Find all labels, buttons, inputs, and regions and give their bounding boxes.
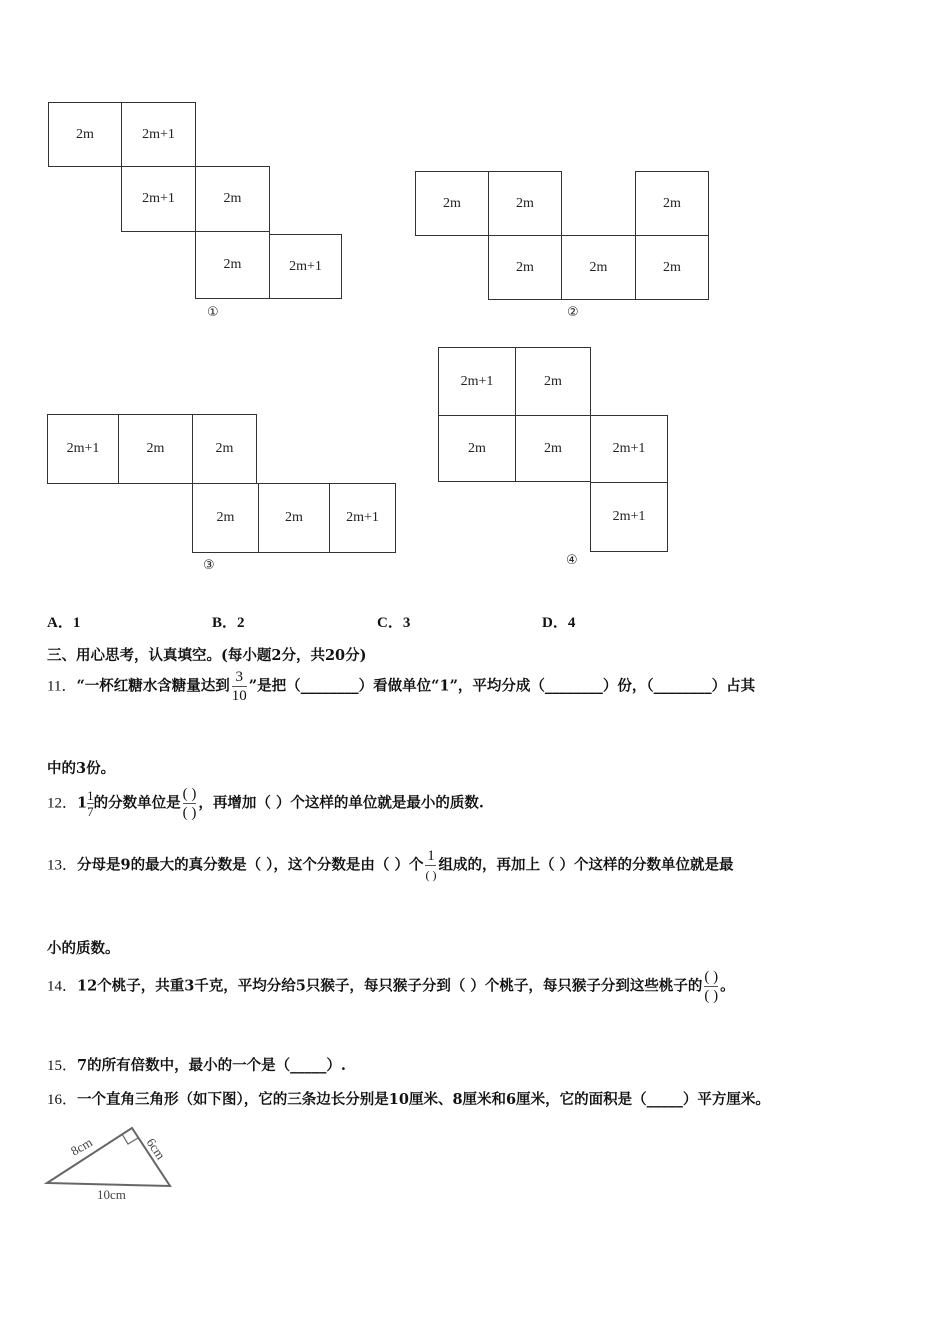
- net3-cell: 2m: [118, 414, 193, 484]
- net3-cell: 2m+1: [47, 414, 119, 484]
- net2-cell: 2m: [635, 171, 709, 236]
- q12-frac-numerator: 1: [87, 788, 94, 803]
- question-15: [47, 1054, 346, 1075]
- net4-label: ④: [566, 553, 578, 568]
- question-13-cont: 小的质数。: [47, 940, 120, 957]
- net3-cell: 2m: [192, 483, 259, 553]
- right-triangle-figure: [42, 1120, 182, 1210]
- q12-frac-denominator: 7: [87, 804, 94, 819]
- net4-cell: 2m+1: [438, 347, 516, 416]
- net4-cell: 2m+1: [590, 415, 668, 483]
- q14-blank-numerator[interactable]: ( ): [704, 969, 719, 985]
- q13-frac-numerator: 1: [427, 848, 435, 864]
- triangle-shape: [47, 1128, 170, 1186]
- net1-cell: 2m: [48, 102, 122, 167]
- net4-cell: 2m+1: [590, 482, 668, 552]
- question-11: [47, 668, 755, 705]
- net4-cell: 2m: [515, 347, 591, 416]
- q12-blank-fraction[interactable]: [183, 785, 197, 822]
- q13-text-pre: 分母是9的最大的真分数是（ ），这个分数是由（ ）个: [77, 856, 424, 874]
- net3-cell: 2m: [192, 414, 257, 484]
- net3-label: ③: [203, 558, 215, 573]
- net3-cell: 2m: [258, 483, 330, 553]
- question-number: 11．: [47, 678, 77, 695]
- net2-cell: 2m: [635, 235, 709, 300]
- question-11-cont: 中的3份。: [47, 760, 116, 777]
- q14-blank-denominator[interactable]: ( ): [704, 988, 719, 1004]
- q13-frac-denominator: ( ): [425, 865, 436, 884]
- question-number: 13．: [47, 857, 78, 874]
- question-16: [47, 1088, 770, 1109]
- q11-frac-denominator: 10: [231, 688, 247, 704]
- net1-cell: 2m: [195, 166, 270, 232]
- net2-cell: 2m: [415, 171, 489, 236]
- triangle-side-8cm: 8cm: [68, 1134, 95, 1159]
- question-number: 15．: [47, 1058, 78, 1074]
- option-a[interactable]: A．1: [47, 615, 81, 631]
- q11-fraction: [232, 668, 247, 705]
- right-angle-mark: [122, 1134, 138, 1144]
- option-c[interactable]: C．3: [377, 615, 411, 631]
- q13-fraction: [425, 847, 436, 884]
- question-number: 12．: [47, 795, 78, 812]
- q16-text: 一个直角三角形（如下图），它的三条边长分别是10厘米、8厘米和6厘米，它的面积是（_____）平方厘米。: [77, 1091, 770, 1108]
- q14-blank-fraction[interactable]: [704, 968, 718, 1005]
- q14-text-pre: 12个桃子，共重3千克，平均分给5只猴子，每只猴子分到（ ）个桃子，每只猴子分到这些桃子的: [77, 977, 703, 995]
- section-heading: 三、用心思考，认真填空。(每小题2分，共20分): [47, 647, 367, 664]
- q15-text: 7的所有倍数中，最小的一个是（_____）.: [77, 1057, 346, 1074]
- q11-text-pre: “一杯红糖水含糖量达到: [76, 677, 230, 695]
- net1-label: ①: [207, 305, 219, 320]
- net2-cell: 2m: [561, 235, 636, 300]
- net3-cell: 2m+1: [329, 483, 396, 553]
- question-number: 14．: [47, 978, 78, 995]
- net2-label: ②: [567, 305, 579, 320]
- net2-cell: 2m: [488, 235, 562, 300]
- net1-cell: 2m+1: [269, 234, 342, 299]
- option-b[interactable]: B．2: [212, 615, 245, 631]
- q12-whole: 1: [77, 794, 88, 812]
- option-d[interactable]: D．4: [542, 615, 576, 631]
- triangle-side-6cm: 6cm: [143, 1135, 169, 1163]
- net1-cell: 2m+1: [121, 166, 196, 232]
- net4-cell: 2m: [515, 415, 591, 482]
- triangle-side-10cm: 10cm: [97, 1187, 126, 1202]
- net2-cell: 2m: [488, 171, 562, 236]
- question-14: [47, 968, 735, 1005]
- q11-text-post: ”是把（________）看做单位“1”，平均分成（________）份，（________）占其: [248, 677, 756, 695]
- q14-text-post: 。: [720, 977, 735, 995]
- q12-text-mid: 的分数单位是: [93, 794, 181, 812]
- net1-cell: 2m: [195, 231, 270, 299]
- net1-cell: 2m+1: [121, 102, 196, 167]
- q11-frac-numerator: 3: [235, 669, 244, 685]
- question-13: [47, 847, 734, 884]
- q12-text-post: ，再增加（ ）个这样的单位就是最小的质数.: [198, 794, 484, 812]
- question-12: [47, 785, 484, 822]
- net4-cell: 2m: [438, 415, 516, 482]
- q13-text-post: 组成的，再加上（ ）个这样的分数单位就是最: [438, 856, 734, 874]
- q12-blank-numerator[interactable]: ( ): [182, 786, 197, 802]
- q12-blank-denominator[interactable]: ( ): [182, 805, 197, 821]
- question-number: 16．: [47, 1092, 78, 1108]
